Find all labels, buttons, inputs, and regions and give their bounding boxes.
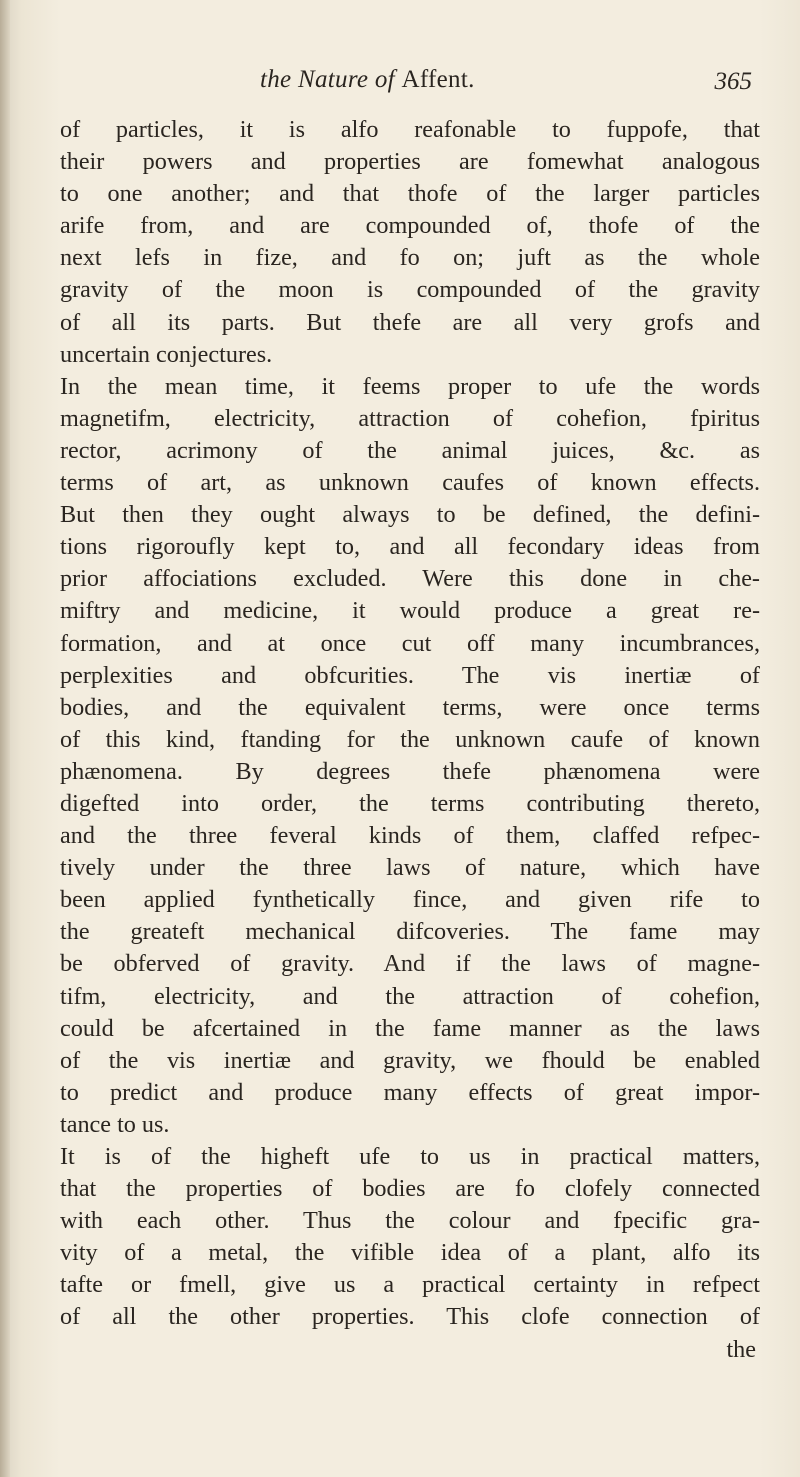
text-line: uncertain conjectures. xyxy=(60,340,273,368)
page-spine-shadow xyxy=(0,0,10,1477)
catchword: the xyxy=(726,1335,756,1363)
text-line: could be afcertained in the fame manner as the laws xyxy=(60,1014,760,1042)
text-line: digefted into order, the terms contributing thereto, xyxy=(60,789,760,817)
text-line: prior affociations excluded. Were this done in che- xyxy=(60,565,760,593)
running-title-italic: the Nature of xyxy=(260,66,402,93)
text-line: tively under the three laws of nature, which have xyxy=(60,854,760,882)
text-line: arife from, and are compounded of, thofe of the xyxy=(60,212,760,240)
text-line: It is of the higheft ufe to us in practical matters, xyxy=(60,1143,760,1170)
running-title xyxy=(260,66,475,94)
text-line: rector, acrimony of the animal juices, &c. as xyxy=(60,436,760,464)
text-line: phænomena. By degrees thefe phænomena were xyxy=(60,757,760,785)
text-line: bodies, and the equivalent terms, were once terms xyxy=(60,693,760,721)
text-line: to one another; and that thofe of the larger particles xyxy=(60,180,760,208)
text-line: tance to us. xyxy=(60,1110,170,1138)
text-line: be obferved of gravity. And if the laws of magne- xyxy=(60,950,760,978)
text-line: of all its parts. But thefe are all very grofs and xyxy=(60,308,760,336)
text-line: tafte or fmell, give us a practical certainty in refpect xyxy=(60,1271,760,1299)
text-line: But then they ought always to be defined, the defini- xyxy=(60,501,760,529)
text-line: next lefs in fize, and fo on; juft as the whole xyxy=(60,244,760,272)
text-line: of the vis inertiæ and gravity, we fhould be enabled xyxy=(60,1046,760,1074)
text-line: perplexities and obfcurities. The vis inertiæ of xyxy=(60,661,760,689)
text-line: the greateft mechanical difcoveries. The fame may xyxy=(60,918,760,946)
text-line: magnetifm, electricity, attraction of cohefion, fpiritus xyxy=(60,404,760,432)
text-line: tions rigoroufly kept to, and all fecondary ideas from xyxy=(60,533,760,561)
text-line: to predict and produce many effects of great impor- xyxy=(60,1078,760,1106)
text-line: been applied fynthetically fince, and given rife to xyxy=(60,886,760,914)
text-line: miftry and medicine, it would produce a great re- xyxy=(60,597,760,625)
page-number: 365 xyxy=(714,68,752,95)
text-line: of all the other properties. This clofe connection of xyxy=(60,1303,760,1331)
text-line: their powers and properties are fomewhat analogous xyxy=(60,148,760,176)
text-line: terms of art, as unknown caufes of known effects. xyxy=(60,469,760,497)
running-title-upright: Affent. xyxy=(401,66,475,93)
text-line: of this kind, ftanding for the unknown caufe of known xyxy=(60,725,760,753)
text-line: with each other. Thus the colour and fpecific gra- xyxy=(60,1207,760,1235)
body-text xyxy=(60,114,760,1366)
text-line: In the mean time, it feems proper to ufe the words xyxy=(60,372,760,400)
text-line: formation, and at once cut off many incumbrances, xyxy=(60,629,760,657)
text-line: of particles, it is alfo reafonable to fuppofe, that xyxy=(60,116,760,143)
text-line: gravity of the moon is compounded of the gravity xyxy=(60,276,760,304)
text-line: vity of a metal, the vifible idea of a plant, alfo its xyxy=(60,1239,760,1267)
text-line: tifm, electricity, and the attraction of cohefion, xyxy=(60,982,760,1010)
text-line: that the properties of bodies are fo clofely connected xyxy=(60,1175,760,1203)
page-header xyxy=(60,64,760,104)
text-line: and the three feveral kinds of them, claffed refpec- xyxy=(60,822,760,850)
